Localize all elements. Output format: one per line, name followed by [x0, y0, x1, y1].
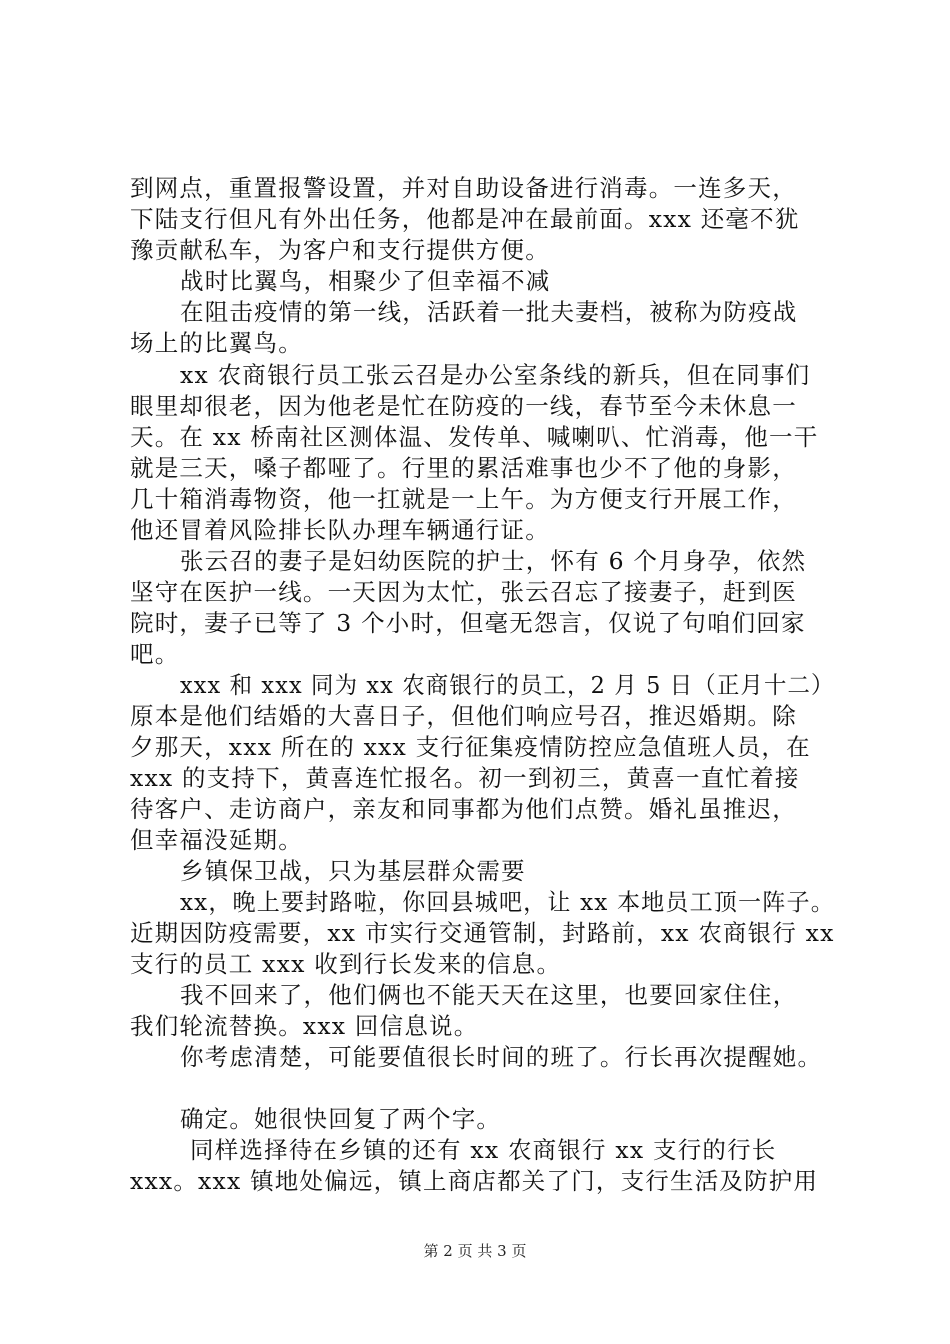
body-text-line: 夕那天，xxx 所在的 xxx 支行征集疫情防控应急值班人员，在: [130, 733, 811, 761]
body-text-line: 天。在 xx 桥南社区测体温、发传单、喊喇叭、忙消毒，他一干: [130, 423, 819, 451]
body-text-line: 场上的比翼鸟。: [130, 329, 303, 357]
body-text-line: 院时，妻子已等了 3 个小时，但毫无怨言，仅说了句咱们回家: [130, 609, 806, 637]
body-text-line: xx，晚上要封路啦，你回县城吧，让 xx 本地员工顶一阵子。: [180, 888, 835, 916]
body-text-line: 眼里却很老，因为他老是忙在防疫的一线，春节至今未休息一: [130, 392, 797, 420]
body-text-line: xx 农商银行员工张云召是办公室条线的新兵，但在同事们: [180, 361, 811, 389]
body-text-line: 豫贡献私车，为客户和支行提供方便。: [130, 236, 550, 264]
body-text-line: 张云召的妻子是妇幼医院的护士，怀有 6 个月身孕，依然: [180, 547, 807, 575]
page-number-footer: 第 2 页 共 3 页: [423, 1242, 527, 1260]
body-text-line: 我不回来了，他们俩也不能天天在这里，也要回家住住，: [180, 981, 798, 1009]
body-text-line: 吧。: [130, 640, 180, 668]
body-text-line: 我们轮流替换。xxx 回信息说。: [130, 1012, 479, 1040]
body-text-line: 原本是他们结婚的大喜日子，但他们响应号召，推迟婚期。除: [130, 702, 797, 730]
body-text-line: 待客户、走访商户，亲友和同事都为他们点赞。婚礼虽推迟，: [130, 795, 797, 823]
body-text-line: 近期因防疫需要，xx 市实行交通管制，封路前，xx 农商银行 xx: [130, 919, 835, 947]
section-heading: 战时比翼鸟，相聚少了但幸福不减: [180, 267, 551, 295]
body-text-line: xxx 和 xxx 同为 xx 农商银行的员工，2 月 5 日（正月十二）: [180, 671, 835, 699]
body-text-line: xxx。xxx 镇地处偏远，镇上商店都关了门，支行生活及防护用: [130, 1167, 819, 1195]
body-text-line: 几十箱消毒物资，他一扛就是一上午。为方便支行开展工作，: [130, 485, 797, 513]
body-text-line: xxx 的支持下，黄喜连忙报名。初一到初三，黄喜一直忙着接: [130, 764, 800, 792]
body-text-line: 到网点，重置报警设置，并对自助设备进行消毒。一连多天，: [130, 174, 797, 202]
body-text-line: 同样选择待在乡镇的还有 xx 农商银行 xx 支行的行长: [190, 1136, 777, 1164]
body-text-line: 但幸福没延期。: [130, 826, 303, 854]
body-text-line: 确定。她很快回复了两个字。: [180, 1105, 502, 1133]
body-text-line: 就是三天，嗓子都哑了。行里的累活难事也少不了他的身影，: [130, 454, 797, 482]
body-text-line: 他还冒着风险排长队办理车辆通行证。: [130, 516, 550, 544]
body-text-line: 你考虑清楚，可能要值很长时间的班了。行长再次提醒她。: [180, 1043, 823, 1071]
body-text-line: 下陆支行但凡有外出任务，他都是冲在最前面。xxx 还毫不犹: [130, 205, 800, 233]
section-heading: 乡镇保卫战，只为基层群众需要: [180, 857, 526, 885]
body-text-line: 在阻击疫情的第一线，活跃着一批夫妻档，被称为防疫战: [180, 298, 798, 326]
body-text-line: 支行的员工 xxx 收到行长发来的信息。: [130, 950, 562, 978]
body-text-line: 坚守在医护一线。一天因为太忙，张云召忘了接妻子，赶到医: [130, 578, 797, 606]
